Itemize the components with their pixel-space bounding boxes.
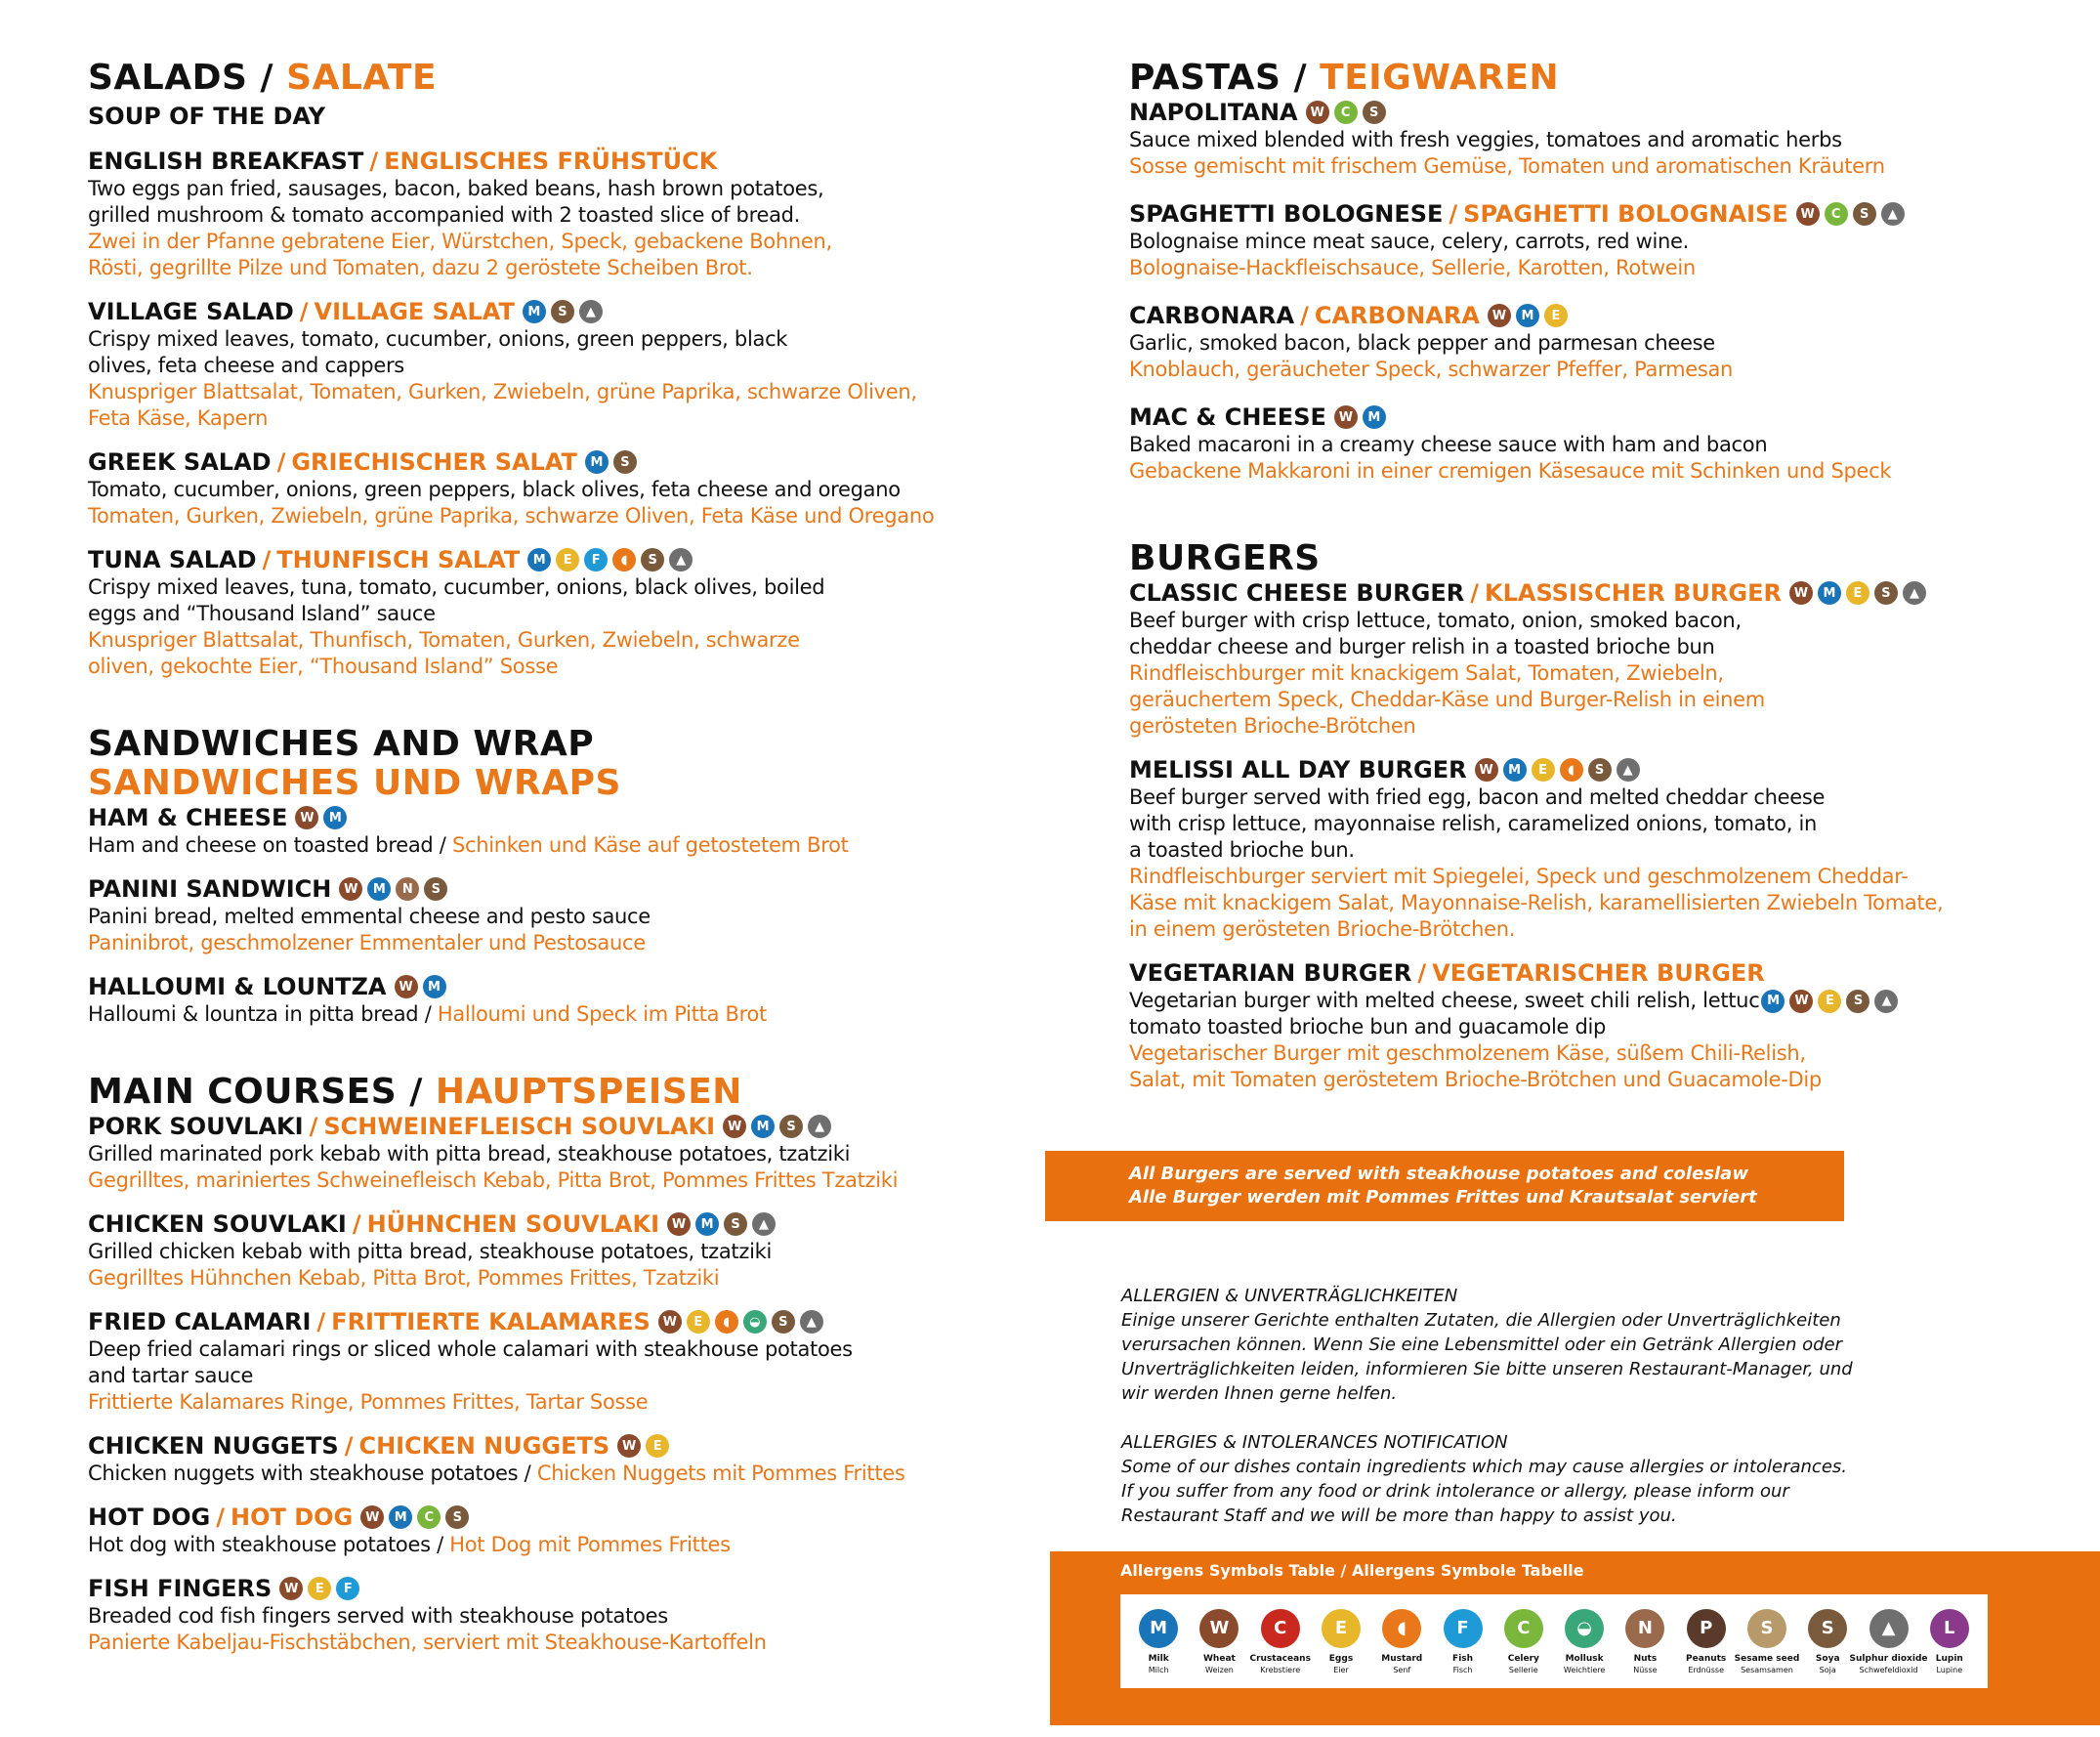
ham-cheese-allergens bbox=[295, 806, 347, 829]
egg-icon: E bbox=[1818, 990, 1841, 1013]
wheat-icon: W bbox=[1796, 202, 1820, 226]
vegetarian-burger-item: VEGETARIAN BURGER / VEGETARISCHER BURGER Vegetarian burger with melted cheese, sweet chili relish, lettuc M W E S ▲ tomato toasted brioche bun and guacamole dip Vegetarischer Burger mit geschmolzenem Käse, süßem Chili-Relish, Salat, mit Tomaten geröstetem Brioche-Brötchen und Guacamole-Dip bbox=[1129, 958, 1950, 1093]
hot-dog-de: HOT DOG bbox=[231, 1504, 354, 1531]
allergy-notice-de bbox=[1121, 1284, 1864, 1406]
hot-dog-desc-de: Hot Dog mit Pommes Frittes bbox=[449, 1533, 731, 1556]
mac-cheese-desc-de: Gebackene Makkaroni in einer cremigen Käsesauce mit Schinken und Speck bbox=[1129, 459, 1892, 483]
melissi-burger-desc-de: Rindfleischburger serviert mit Spiegelei, Speck und geschmolzenem Cheddar-Käse mit knackigem Salat, Mayonnaise-Relish, karamellisierten Zwiebeln Tomate, in einem gerösteten Brioche-Brötchen. bbox=[1129, 865, 1944, 941]
symbol-label-de: Sesamsamen bbox=[1741, 1665, 1793, 1674]
symbol-label-en: Crustaceans bbox=[1249, 1653, 1311, 1664]
allergy-en-text: Some of our dishes contain ingredients which may cause allergies or intolerances. If you suffer from any food or drink intolerance or allergy, please inform our Restaurant Staff and we will be more than happy to assist you. bbox=[1121, 1457, 1847, 1526]
vegetarian-burger-desc-en-1: Vegetarian burger with melted cheese, sweet chili relish, lettuc bbox=[1129, 989, 1760, 1012]
celery-icon: C bbox=[417, 1505, 441, 1529]
mollusk-icon: ◒ bbox=[743, 1310, 767, 1334]
allergy-notice-en bbox=[1121, 1430, 1864, 1528]
allergens-symbols-table bbox=[1050, 1551, 2100, 1725]
soya-icon: S bbox=[779, 1115, 803, 1138]
nuts-icon: N bbox=[1625, 1609, 1664, 1648]
wheat-icon: W bbox=[617, 1434, 641, 1458]
soya-icon: S bbox=[1363, 101, 1386, 124]
vegetarian-burger-desc-en-2: tomato toasted brioche bun and guacamole dip bbox=[1129, 1015, 1607, 1038]
sulphur-icon: ▲ bbox=[1881, 202, 1905, 226]
symbol-sesame bbox=[1734, 1609, 1800, 1674]
salads-title bbox=[88, 59, 967, 98]
symbol-nuts bbox=[1619, 1609, 1670, 1674]
sulphur-icon: ▲ bbox=[1874, 990, 1898, 1013]
classic-burger-item: CLASSIC CHEESE BURGER / KLASSISCHER BURGER W M E S ▲ Beef burger with crisp lettuce, tomato, onion, smoked bacon, cheddar cheese and burger relish in a toasted brioche bun Rindfleischburger mit knackigem Salat, Tomaten, Zwiebeln, geräuchertem Speck, Cheddar-Käse und Burger-Relish in einem gerösteten Brioche-Brötchen bbox=[1129, 578, 1950, 740]
carbonara-allergens bbox=[1488, 304, 1568, 327]
symbols-table-body bbox=[1120, 1594, 1988, 1688]
bolognese-desc-de: Bolognaise-Hackfleischsauce, Sellerie, Karotten, Rotwein bbox=[1129, 256, 1696, 279]
celery-icon: C bbox=[1825, 202, 1848, 226]
symbol-label-de: Soja bbox=[1819, 1665, 1836, 1674]
crustacean-icon: C bbox=[1261, 1609, 1300, 1648]
soya-icon: S bbox=[445, 1505, 469, 1529]
sulphur-icon: ▲ bbox=[1617, 758, 1640, 782]
egg-icon: E bbox=[687, 1310, 710, 1334]
sulphur-icon: ▲ bbox=[1903, 581, 1926, 605]
symbol-label-en: Milk bbox=[1148, 1653, 1169, 1664]
fish-fingers-item bbox=[88, 1574, 905, 1656]
village-salad-de: VILLAGE SALAT bbox=[314, 298, 515, 325]
egg-icon: E bbox=[1846, 581, 1869, 605]
melissi-burger-desc-en: Beef burger served with fried egg, bacon and melted cheddar cheese with crisp lettuce, mayonnaise relish, caramelized onions, tomato, in a toasted brioche bun. bbox=[1129, 785, 1826, 862]
vegetarian-burger-desc-de: Vegetarischer Burger mit geschmolzenem Käse, süßem Chili-Relish, Salat, mit Tomaten geröstetem Brioche-Brötchen und Guacamole-Dip bbox=[1129, 1041, 1822, 1091]
ham-cheese-en: HAM & CHEESE bbox=[88, 804, 288, 831]
symbol-label-de: Milch bbox=[1148, 1665, 1169, 1674]
melissi-burger-item bbox=[1129, 755, 1950, 943]
symbol-peanut bbox=[1681, 1609, 1732, 1674]
chicken-nuggets-allergens bbox=[617, 1434, 669, 1458]
melissi-burger-en: MELISSI ALL DAY BURGER bbox=[1129, 756, 1467, 784]
milk-icon: M bbox=[1503, 758, 1527, 782]
chicken-nuggets-en: CHICKEN NUGGETS bbox=[88, 1432, 339, 1460]
mollusk-icon: ◒ bbox=[1565, 1609, 1604, 1648]
symbol-label-en: Mollusk bbox=[1565, 1653, 1604, 1664]
fish-fingers-allergens bbox=[279, 1577, 359, 1600]
soya-icon: S bbox=[613, 450, 637, 474]
classic-burger-desc-de: Rindfleischburger mit knackigem Salat, Tomaten, Zwiebeln, geräuchertem Speck, Cheddar-Käse und Burger-Relish in einem gerösteten Brioche-Brötchen bbox=[1129, 661, 1765, 738]
symbol-label-de: Nüsse bbox=[1633, 1665, 1658, 1674]
salads-section bbox=[88, 59, 967, 680]
symbol-mollusk bbox=[1559, 1609, 1610, 1674]
pastas-title-en: PASTAS / bbox=[1129, 58, 1308, 98]
panini-item bbox=[88, 874, 849, 956]
fried-calamari-de: FRITTIERTE KALAMARES bbox=[331, 1308, 651, 1335]
soup-of-the-day: SOUP OF THE DAY bbox=[88, 103, 326, 130]
symbol-soya bbox=[1802, 1609, 1853, 1674]
bolognese-desc-en: Bolognaise mince meat sauce, celery, carrots, red wine. bbox=[1129, 230, 1690, 253]
halloumi-desc-de: Halloumi und Speck im Pitta Brot bbox=[437, 1002, 767, 1026]
classic-burger-de: KLASSISCHER BURGER bbox=[1485, 579, 1782, 607]
pork-souvlaki-de: SCHWEINEFLEISCH SOUVLAKI bbox=[323, 1113, 716, 1140]
hot-dog-allergens bbox=[360, 1505, 469, 1529]
wheat-icon: W bbox=[1334, 405, 1358, 429]
panini-allergens bbox=[339, 877, 447, 901]
peanut-icon: P bbox=[1687, 1609, 1726, 1648]
symbol-celery bbox=[1498, 1609, 1549, 1674]
mains-title-de: HAUPTSPEISEN bbox=[435, 1072, 742, 1112]
fried-calamari-desc-de: Frittierte Kalamares Ringe, Pommes Frittes, Tartar Sosse bbox=[88, 1390, 649, 1414]
burgers-served-banner bbox=[1045, 1151, 1844, 1221]
sandwiches-section bbox=[88, 725, 849, 1028]
classic-burger-en: CLASSIC CHEESE BURGER bbox=[1129, 579, 1465, 607]
allergy-en-title: ALLERGIES & INTOLERANCES NOTIFICATION bbox=[1121, 1432, 1508, 1453]
symbol-label-en: Mustard bbox=[1381, 1653, 1423, 1664]
napolitana-desc-de: Sosse gemischt mit frischem Gemüse, Tomaten und aromatischen Kräutern bbox=[1129, 154, 1885, 178]
bolognese-item: SPAGHETTI BOLOGNESE / SPAGHETTI BOLOGNAISE W C S ▲ Bolognaise mince meat sauce, celery, carrots, red wine. Bolognaise-Hackfleischsauce, Sellerie, Karotten, Rotwein bbox=[1129, 199, 1905, 281]
sulphur-icon: ▲ bbox=[808, 1115, 831, 1138]
fish-fingers-en: FISH FINGERS bbox=[88, 1575, 273, 1602]
hot-dog-item: HOT DOG / HOT DOG W M C S Hot dog with steakhouse potatoes / Hot Dog mit Pommes Frittes bbox=[88, 1504, 731, 1556]
soya-icon: S bbox=[724, 1212, 747, 1236]
greek-salad-desc-de: Tomaten, Gurken, Zwiebeln, grüne Paprika, schwarze Oliven, Feta Käse und Oregano bbox=[88, 504, 935, 528]
soya-icon: S bbox=[551, 300, 574, 323]
symbol-label-en: Lupin bbox=[1935, 1653, 1963, 1664]
symbol-lupin bbox=[1924, 1609, 1975, 1674]
sulphur-icon: ▲ bbox=[1869, 1609, 1909, 1648]
carbonara-desc-de: Knoblauch, geräucheter Speck, schwarzer Pfeffer, Parmesan bbox=[1129, 358, 1734, 381]
village-salad-desc-en: Crispy mixed leaves, tomato, cucumber, onions, green peppers, black olives, feta cheese and cappers bbox=[88, 327, 788, 377]
soya-icon: S bbox=[1808, 1609, 1847, 1648]
milk-icon: M bbox=[1363, 405, 1386, 429]
tuna-salad-de: THUNFISCH SALAT bbox=[276, 546, 521, 573]
wheat-icon: W bbox=[723, 1115, 746, 1138]
greek-salad-en: GREEK SALAD bbox=[88, 448, 272, 476]
soya-icon: S bbox=[1853, 202, 1876, 226]
halloumi-en: HALLOUMI & LOUNTZA bbox=[88, 973, 387, 1000]
egg-icon: E bbox=[556, 548, 579, 572]
napolitana-item bbox=[1129, 98, 1905, 180]
ham-cheese-desc-de: Schinken und Käse auf getostetem Brot bbox=[451, 833, 849, 857]
vegetarian-burger-de: VEGETARISCHER BURGER bbox=[1432, 959, 1765, 987]
symbol-sulphur bbox=[1849, 1609, 1928, 1674]
symbol-label-en: Wheat bbox=[1203, 1653, 1236, 1664]
symbol-mustard bbox=[1376, 1609, 1427, 1674]
greek-salad-item: GREEK SALAD / GRIECHISCHER SALAT M S Tomato, cucumber, onions, green peppers, black olives, feta cheese and oregano Tomaten, Gurken, Zwiebeln, grüne Paprika, schwarze Oliven, Feta Käse und Oregano bbox=[88, 447, 967, 530]
panini-en: PANINI SANDWICH bbox=[88, 875, 332, 903]
symbol-label-de: Senf bbox=[1393, 1665, 1411, 1674]
milk-icon: M bbox=[423, 975, 446, 998]
village-salad-desc-de: Knuspriger Blattsalat, Tomaten, Gurken, Zwiebeln, grüne Paprika, schwarze Oliven, Feta Käse, Kapern bbox=[88, 380, 917, 430]
symbol-label-en: Nuts bbox=[1633, 1653, 1658, 1664]
milk-icon: M bbox=[695, 1212, 719, 1236]
pork-souvlaki-allergens bbox=[723, 1115, 831, 1138]
symbols-table-title: Allergens Symbols Table / Allergens Symbole Tabelle bbox=[1120, 1561, 1584, 1580]
symbol-label-de: Fisch bbox=[1452, 1665, 1473, 1674]
chicken-souvlaki-de: HÜHNCHEN SOUVLAKI bbox=[366, 1210, 660, 1238]
burgers-section bbox=[1129, 539, 1950, 1093]
celery-icon: C bbox=[1334, 101, 1358, 124]
sulphur-icon: ▲ bbox=[752, 1212, 776, 1236]
symbol-label-de: Eier bbox=[1333, 1665, 1349, 1674]
carbonara-item: CARBONARA / CARBONARA W M E Garlic, smoked bacon, black pepper and parmesan cheese Knoblauch, geräucheter Speck, schwarzer Pfeffer, Parmesan bbox=[1129, 301, 1905, 383]
chicken-souvlaki-allergens bbox=[667, 1212, 776, 1236]
pastas-title bbox=[1129, 59, 1905, 98]
sulphur-icon: ▲ bbox=[800, 1310, 823, 1334]
soya-icon: S bbox=[772, 1310, 795, 1334]
ham-cheese-item bbox=[88, 803, 849, 859]
melissi-burger-allergens bbox=[1475, 758, 1640, 782]
banner-line-en: All Burgers are served with steakhouse potatoes and coleslaw bbox=[1129, 1164, 1748, 1184]
soya-icon: S bbox=[1846, 990, 1869, 1013]
village-salad-item: VILLAGE SALAD / VILLAGE SALAT M S ▲ Crispy mixed leaves, tomato, cucumber, onions, green peppers, black olives, feta cheese and cappers Knuspriger Blattsalat, Tomaten, Gurken, Zwiebeln, grüne Paprika, schwarze Oliven, Feta Käse, Kapern bbox=[88, 297, 967, 432]
allergy-de-text: Einige unserer Gerichte enthalten Zutaten, die Allergien oder Unverträglichkeiten verursachen können. Wenn Sie eine Lebensmittel oder ein Getränk Allergien oder Unverträglichkeiten leiden, informieren Sie bitte unseren Restaurant-Manager, und wir werden Ihnen gerne helfen. bbox=[1121, 1310, 1853, 1404]
wheat-icon: W bbox=[1789, 990, 1813, 1013]
chicken-souvlaki-desc-de: Gegrilltes Hühnchen Kebab, Pitta Brot, Pommes Frittes, Tzatziki bbox=[88, 1266, 720, 1290]
greek-salad-desc-en: Tomato, cucumber, onions, green peppers, black olives, feta cheese and oregano bbox=[88, 478, 901, 501]
symbol-label-de: Lupine bbox=[1936, 1665, 1963, 1674]
hot-dog-desc-en: Hot dog with steakhouse potatoes / bbox=[88, 1533, 443, 1556]
village-salad-en: VILLAGE SALAD bbox=[88, 298, 294, 325]
fish-fingers-desc-en: Breaded cod fish fingers served with steakhouse potatoes bbox=[88, 1604, 668, 1628]
soya-icon: S bbox=[641, 548, 664, 572]
greek-salad-allergens bbox=[585, 450, 637, 474]
hot-dog-en: HOT DOG bbox=[88, 1504, 211, 1531]
symbol-label-en: Peanuts bbox=[1686, 1653, 1727, 1664]
egg-icon: E bbox=[1322, 1609, 1361, 1648]
symbol-fish bbox=[1438, 1609, 1489, 1674]
mustard-icon: ◖ bbox=[612, 548, 636, 572]
egg-icon: E bbox=[1532, 758, 1555, 782]
carbonara-en: CARBONARA bbox=[1129, 302, 1295, 329]
tuna-salad-desc-en: Crispy mixed leaves, tuna, tomato, cucumber, onions, black olives, boiled eggs and “Thousand Island” sauce bbox=[88, 575, 825, 625]
fried-calamari-item: FRIED CALAMARI / FRITTIERTE KALAMARES W E ◖ ◒ S ▲ Deep fried calamari rings or sliced whole calamari with steakhouse potatoes and tartar sauce Frittierte Kalamares Ringe, Pommes Frittes, Tartar Sosse bbox=[88, 1307, 905, 1416]
soya-icon: S bbox=[1588, 758, 1612, 782]
milk-icon: M bbox=[1818, 581, 1841, 605]
greek-salad-de: GRIECHISCHER SALAT bbox=[291, 448, 577, 476]
wheat-icon: W bbox=[1789, 581, 1813, 605]
napolitana-allergens bbox=[1306, 101, 1386, 124]
wheat-icon: W bbox=[339, 877, 362, 901]
banner-line-de: Alle Burger werden mit Pommes Frittes und Krautsalat serviert bbox=[1129, 1187, 1757, 1207]
chicken-nuggets-item: CHICKEN NUGGETS / CHICKEN NUGGETS W E Chicken nuggets with steakhouse potatoes / Chicken Nuggets mit Pommes Frittes bbox=[88, 1432, 905, 1485]
ham-cheese-desc-en: Ham and cheese on toasted bread / bbox=[88, 833, 446, 857]
wheat-icon: W bbox=[295, 806, 318, 829]
sulphur-icon: ▲ bbox=[669, 548, 693, 572]
milk-icon: M bbox=[523, 300, 546, 323]
burgers-title: BURGERS bbox=[1129, 538, 1321, 578]
milk-icon: M bbox=[1139, 1609, 1178, 1648]
chicken-souvlaki-desc-en: Grilled chicken kebab with pitta bread, steakhouse potatoes, tzatziki bbox=[88, 1240, 773, 1263]
nuts-icon: N bbox=[396, 877, 419, 901]
chicken-nuggets-de: CHICKEN NUGGETS bbox=[358, 1432, 610, 1460]
wheat-icon: W bbox=[1199, 1609, 1239, 1648]
mains-title bbox=[88, 1073, 905, 1112]
wheat-icon: W bbox=[1488, 304, 1511, 327]
symbol-egg bbox=[1316, 1609, 1366, 1674]
chicken-souvlaki-en: CHICKEN SOUVLAKI bbox=[88, 1210, 347, 1238]
panini-desc-en: Panini bread, melted emmental cheese and pesto sauce bbox=[88, 905, 651, 928]
pork-souvlaki-en: PORK SOUVLAKI bbox=[88, 1113, 304, 1140]
symbol-label-de: Sellerie bbox=[1508, 1665, 1538, 1674]
tuna-salad-allergens bbox=[527, 548, 693, 572]
fish-icon: F bbox=[336, 1577, 359, 1600]
sandwiches-title-de: SANDWICHES UND WRAPS bbox=[88, 763, 621, 803]
english-breakfast-desc-de: Zwei in der Pfanne gebratene Eier, Würstchen, Speck, gebackene Bohnen, Rösti, gegrillte Pilze und Tomaten, dazu 2 geröstete Scheiben Brot. bbox=[88, 230, 832, 279]
vegetarian-burger-en: VEGETARIAN BURGER bbox=[1129, 959, 1412, 987]
mustard-icon: ◖ bbox=[715, 1310, 738, 1334]
chicken-souvlaki-item: CHICKEN SOUVLAKI / HÜHNCHEN SOUVLAKI W M S ▲ Grilled chicken kebab with pitta bread, steakhouse potatoes, tzatziki Gegrilltes Hühnchen Kebab, Pitta Brot, Pommes Frittes, Tzatziki bbox=[88, 1209, 905, 1292]
milk-icon: M bbox=[367, 877, 391, 901]
soya-icon: S bbox=[1874, 581, 1898, 605]
wheat-icon: W bbox=[658, 1310, 682, 1334]
allergy-de-title: ALLERGIEN & UNVERTRÄGLICHKEITEN bbox=[1121, 1286, 1458, 1306]
tuna-salad-desc-de: Knuspriger Blattsalat, Thunfisch, Tomaten, Gurken, Zwiebeln, schwarze oliven, gekochte Eier, “Thousand Island” Sosse bbox=[88, 628, 800, 678]
symbol-milk bbox=[1133, 1609, 1184, 1674]
lupin-icon: L bbox=[1930, 1609, 1969, 1648]
english-breakfast-item: ENGLISH BREAKFAST / ENGLISCHES FRÜHSTÜCK Two eggs pan fried, sausages, bacon, baked beans, hash brown potatoes, grilled mushroom & tomato accompanied with 2 toasted slice of bread. Zwei in der Pfanne gebratene Eier, Würstchen, Speck, gebackene Bohnen, Rösti, gegrillte Pilze und Tomaten, dazu 2 geröstete Scheiben Brot. bbox=[88, 147, 967, 281]
salads-title-en: SALADS / bbox=[88, 58, 274, 98]
wheat-icon: W bbox=[395, 975, 418, 998]
halloumi-item bbox=[88, 972, 849, 1028]
symbol-label-en: Sulphur dioxide bbox=[1849, 1653, 1928, 1664]
salads-title-de: SALATE bbox=[286, 58, 438, 98]
mustard-icon: ◖ bbox=[1560, 758, 1583, 782]
tuna-salad-en: TUNA SALAD bbox=[88, 546, 257, 573]
fried-calamari-en: FRIED CALAMARI bbox=[88, 1308, 312, 1335]
symbol-label-de: Krebstiere bbox=[1260, 1665, 1301, 1674]
napolitana-desc-en: Sauce mixed blended with fresh veggies, tomatoes and aromatic herbs bbox=[1129, 128, 1842, 151]
celery-icon: C bbox=[1504, 1609, 1543, 1648]
symbol-label-de: Erdnüsse bbox=[1688, 1665, 1725, 1674]
egg-icon: E bbox=[646, 1434, 669, 1458]
wheat-icon: W bbox=[360, 1505, 384, 1529]
sulphur-icon: ▲ bbox=[579, 300, 603, 323]
mac-cheese-item bbox=[1129, 402, 1905, 485]
symbol-label-en: Fish bbox=[1452, 1653, 1474, 1664]
mac-cheese-en: MAC & CHEESE bbox=[1129, 403, 1326, 431]
egg-icon: E bbox=[308, 1577, 331, 1600]
english-breakfast-en: ENGLISH BREAKFAST bbox=[88, 148, 364, 175]
carbonara-desc-en: Garlic, smoked bacon, black pepper and parmesan cheese bbox=[1129, 331, 1715, 355]
chicken-nuggets-desc-de: Chicken Nuggets mit Pommes Frittes bbox=[536, 1462, 905, 1485]
sesame-icon: S bbox=[1747, 1609, 1786, 1648]
milk-icon: M bbox=[751, 1115, 775, 1138]
panini-desc-de: Paninibrot, geschmolzener Emmentaler und Pestosauce bbox=[88, 931, 646, 954]
vegetarian-burger-allergens bbox=[1761, 990, 1898, 1013]
fish-fingers-desc-de: Panierte Kabeljau-Fischstäbchen, serviert mit Steakhouse-Kartoffeln bbox=[88, 1631, 767, 1654]
milk-icon: M bbox=[527, 548, 551, 572]
carbonara-de: CARBONARA bbox=[1314, 302, 1480, 329]
pastas-section bbox=[1129, 59, 1905, 485]
soya-icon: S bbox=[424, 877, 447, 901]
symbol-wheat bbox=[1194, 1609, 1244, 1674]
wheat-icon: W bbox=[1475, 758, 1498, 782]
milk-icon: M bbox=[1761, 990, 1785, 1013]
symbol-label-de: Schwefeldioxid bbox=[1859, 1665, 1918, 1674]
village-salad-allergens bbox=[523, 300, 603, 323]
halloumi-desc-en: Halloumi & lountza in pitta bread / bbox=[88, 1002, 432, 1026]
symbol-label-en: Sesame seed bbox=[1734, 1653, 1800, 1664]
milk-icon: M bbox=[585, 450, 609, 474]
pork-souvlaki-desc-en: Grilled marinated pork kebab with pitta bread, steakhouse potatoes, tzatziki bbox=[88, 1142, 851, 1165]
sandwiches-title-en: SANDWICHES AND WRAP bbox=[88, 724, 595, 764]
fish-icon: F bbox=[584, 548, 608, 572]
bolognese-en: SPAGHETTI BOLOGNESE bbox=[1129, 200, 1444, 228]
english-breakfast-de: ENGLISCHES FRÜHSTÜCK bbox=[384, 148, 718, 175]
pork-souvlaki-item: PORK SOUVLAKI / SCHWEINEFLEISCH SOUVLAKI W M S ▲ Grilled marinated pork kebab with pitta bread, steakhouse potatoes, tzatziki Gegrilltes, mariniertes Schweinefleisch Kebab, Pitta Brot, Pommes Frittes Tzatziki bbox=[88, 1112, 905, 1194]
mains-section bbox=[88, 1073, 905, 1656]
mac-cheese-allergens bbox=[1334, 405, 1386, 429]
mustard-icon: ◖ bbox=[1382, 1609, 1421, 1648]
symbol-label-en: Celery bbox=[1507, 1653, 1539, 1664]
symbol-label-de: Weichtiere bbox=[1563, 1665, 1606, 1674]
halloumi-allergens bbox=[395, 975, 446, 998]
mains-title-en: MAIN COURSES / bbox=[88, 1072, 423, 1112]
fried-calamari-allergens bbox=[658, 1310, 823, 1334]
mac-cheese-desc-en: Baked macaroni in a creamy cheese sauce with ham and bacon bbox=[1129, 433, 1768, 456]
milk-icon: M bbox=[389, 1505, 412, 1529]
wheat-icon: W bbox=[1306, 101, 1329, 124]
symbol-label-en: Eggs bbox=[1328, 1653, 1354, 1664]
symbol-label-de: Weizen bbox=[1205, 1665, 1234, 1674]
chicken-nuggets-desc-en: Chicken nuggets with steakhouse potatoes / bbox=[88, 1462, 531, 1485]
tuna-salad-item: TUNA SALAD / THUNFISCH SALAT M E F ◖ S ▲ Crispy mixed leaves, tuna, tomato, cucumber, onions, black olives, boiled eggs and “Thousand Island” sauce Knuspriger Blattsalat, Thunfisch, Tomaten, Gurken, Zwiebeln, schwarze oliven, gekochte Eier, “Thousand Island” Sosse bbox=[88, 545, 967, 680]
wheat-icon: W bbox=[667, 1212, 691, 1236]
egg-icon: E bbox=[1544, 304, 1568, 327]
fried-calamari-desc-en: Deep fried calamari rings or sliced whole calamari with steakhouse potatoes and tartar sauce bbox=[88, 1337, 853, 1387]
english-breakfast-desc-en: Two eggs pan fried, sausages, bacon, baked beans, hash brown potatoes, grilled mushroom & tomato accompanied with 2 toasted slice of bread. bbox=[88, 177, 824, 227]
classic-burger-allergens bbox=[1789, 581, 1926, 605]
classic-burger-desc-en: Beef burger with crisp lettuce, tomato, onion, smoked bacon, cheddar cheese and burger relish in a toasted brioche bun bbox=[1129, 609, 1742, 658]
milk-icon: M bbox=[323, 806, 347, 829]
symbol-label-en: Soya bbox=[1815, 1653, 1840, 1664]
napolitana-en: NAPOLITANA bbox=[1129, 99, 1298, 126]
pork-souvlaki-desc-de: Gegrilltes, mariniertes Schweinefleisch Kebab, Pitta Brot, Pommes Frittes Tzatziki bbox=[88, 1168, 899, 1192]
milk-icon: M bbox=[1516, 304, 1539, 327]
bolognese-de: SPAGHETTI BOLOGNAISE bbox=[1463, 200, 1788, 228]
pastas-title-de: TEIGWAREN bbox=[1320, 58, 1560, 98]
fish-icon: F bbox=[1444, 1609, 1483, 1648]
wheat-icon: W bbox=[279, 1577, 303, 1600]
symbol-crustacean bbox=[1249, 1609, 1311, 1674]
bolognese-allergens bbox=[1796, 202, 1905, 226]
